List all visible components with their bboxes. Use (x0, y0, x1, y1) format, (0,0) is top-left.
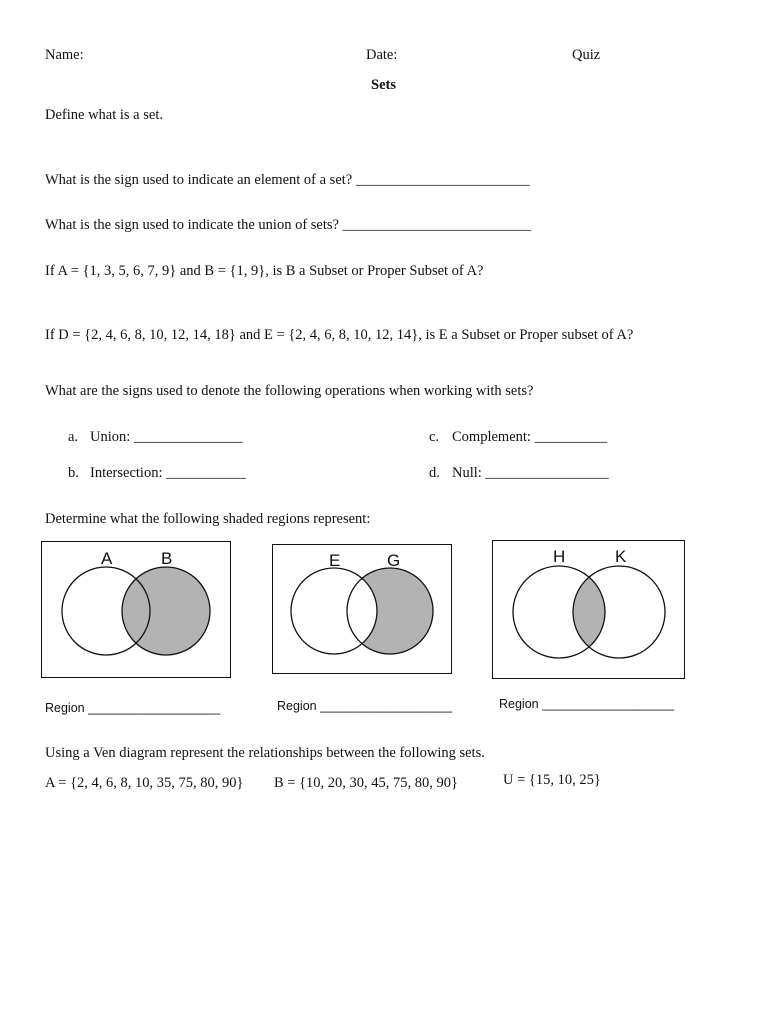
question-subset-ab: If A = {1, 3, 5, 6, 7, 9} and B = {1, 9}, is B a Subset or Proper Subset of A? (45, 263, 484, 279)
set-a: A = {2, 4, 6, 8, 10, 35, 75, 80, 90} (45, 775, 244, 791)
question-operation-signs: What are the signs used to denote the following operations when working with sets? (45, 383, 534, 399)
set-u: U = {15, 10, 25} (503, 772, 601, 788)
venn-ab-label-a: A (101, 549, 113, 568)
venn-ab-label-b: B (161, 549, 173, 568)
operation-null: Null: _________________ (452, 465, 609, 481)
regions-prompt: Determine what the following shaded regions represent: (45, 511, 371, 527)
venn-ab-circle-b (122, 567, 210, 655)
region-answer-ab: Region ___________________ (45, 701, 221, 715)
region-answer-hk: Region ___________________ (499, 697, 675, 711)
venn-eg-label-e: E (329, 551, 341, 570)
venn-diagram-ab (41, 541, 232, 680)
quiz-label: Quiz (572, 47, 601, 63)
operation-letter-b: b. (68, 465, 79, 481)
venn-hk-label-k: K (615, 547, 627, 566)
page-title: Sets (371, 77, 396, 93)
operation-letter-d: d. (429, 465, 440, 481)
venn-diagram-eg (272, 544, 454, 676)
region-answer-eg: Region ___________________ (277, 699, 453, 713)
operation-complement: Complement: __________ (452, 429, 608, 445)
name-label: Name: (45, 47, 84, 63)
question-element-sign: What is the sign used to indicate an element of a set? ________________________ (45, 172, 530, 188)
venn-eg-label-g: G (387, 551, 401, 570)
venn-hk-label-h: H (553, 547, 566, 566)
operation-letter-c: c. (429, 429, 440, 445)
venn-prompt: Using a Ven diagram represent the relationships between the following sets. (45, 745, 485, 761)
date-label: Date: (366, 47, 398, 63)
operation-union: Union: _______________ (90, 429, 243, 445)
venn-diagram-hk (492, 540, 687, 681)
operation-letter-a: a. (68, 429, 79, 445)
question-union-sign: What is the sign used to indicate the union of sets? __________________________ (45, 217, 532, 233)
operation-intersection: Intersection: ___________ (90, 465, 246, 481)
question-subset-de: If D = {2, 4, 6, 8, 10, 12, 14, 18} and E = {2, 4, 6, 8, 10, 12, 14}, is E a Subset or Proper subset of A? (45, 327, 634, 343)
set-b: B = {10, 20, 30, 45, 75, 80, 90} (274, 775, 459, 791)
question-define-set: Define what is a set. (45, 107, 163, 123)
